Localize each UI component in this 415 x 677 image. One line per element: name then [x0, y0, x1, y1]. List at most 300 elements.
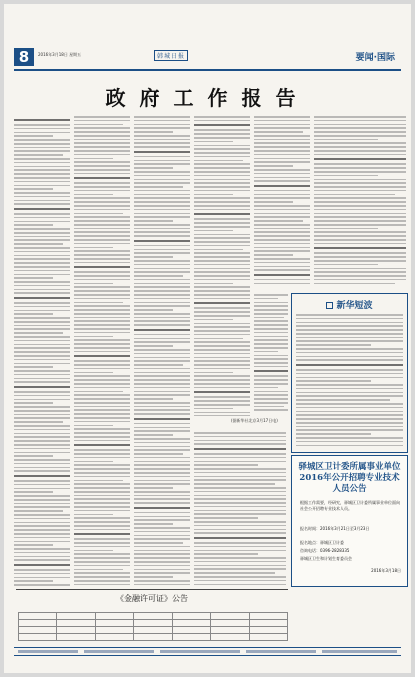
table-row: [19, 620, 288, 627]
text-line: [254, 247, 310, 249]
text-line: [74, 339, 130, 341]
newspaper-page: [4, 4, 411, 673]
text-line: [74, 495, 130, 497]
text-line: [194, 464, 258, 466]
text-line: [194, 375, 250, 377]
text-line: [134, 398, 173, 400]
text-line: [14, 510, 63, 512]
text-line: [314, 220, 406, 222]
text-line: [194, 412, 250, 414]
text-line: [134, 186, 183, 188]
text-line: [74, 247, 113, 249]
text-line: [254, 351, 278, 353]
text-line: [74, 343, 130, 345]
text-line: [74, 553, 130, 555]
text-line: [74, 557, 130, 559]
text-line: [254, 146, 310, 148]
text-column-5: [254, 116, 310, 286]
text-line: [134, 516, 190, 518]
text-line: [134, 260, 190, 262]
article-title: 政府工作报告: [105, 86, 310, 110]
text-line: [74, 364, 130, 366]
text-line: [254, 124, 310, 126]
text-line: [254, 131, 303, 133]
text-line: [74, 116, 130, 118]
text-line: [74, 275, 130, 277]
text-line: [14, 363, 70, 365]
text-line: [74, 161, 130, 163]
text-line: [74, 498, 130, 500]
text-line: [74, 266, 130, 268]
text-line: [14, 470, 70, 472]
text-line: [74, 209, 130, 211]
text-line: [254, 231, 310, 233]
text-line: [14, 529, 70, 531]
text-line: [134, 453, 183, 455]
news-brief-text: [296, 314, 403, 448]
text-line: [74, 302, 123, 304]
text-column-7: [194, 432, 286, 586]
text-line: [14, 467, 70, 469]
text-line: [296, 314, 403, 316]
text-line: [194, 302, 250, 304]
text-line: [194, 400, 250, 402]
text-line: [14, 433, 70, 435]
text-line: [296, 429, 403, 431]
text-line: [134, 290, 190, 292]
text-line: [314, 186, 406, 188]
text-line: [254, 250, 310, 252]
text-line: [14, 243, 63, 245]
text-line: [14, 285, 70, 287]
text-line: [194, 495, 286, 497]
text-line: [14, 154, 63, 156]
text-line: [14, 444, 70, 446]
text-line: [74, 506, 130, 508]
text-line: [254, 116, 310, 118]
text-line: [134, 135, 190, 137]
text-line: [254, 294, 288, 296]
text-line: [254, 201, 293, 203]
text-line: [74, 402, 130, 404]
text-line: [14, 150, 70, 152]
text-line: [194, 457, 286, 459]
text-line: [296, 445, 403, 447]
text-line: [254, 173, 310, 175]
text-line: [134, 209, 190, 211]
text-line: [254, 127, 310, 129]
text-line: [14, 251, 70, 253]
text-line: [74, 464, 130, 466]
text-line: [194, 120, 250, 122]
text-line: [194, 209, 250, 211]
text-line: [254, 305, 288, 307]
table-row: [19, 627, 288, 634]
text-line: [254, 358, 288, 360]
text-line: [194, 167, 250, 169]
text-line: [14, 548, 70, 550]
text-line: [296, 395, 403, 397]
text-line: [254, 262, 310, 264]
text-line: [74, 328, 130, 330]
text-line: [194, 152, 250, 154]
news-brief-title: 新华短波: [292, 298, 407, 311]
text-line: [194, 396, 250, 398]
text-line: [14, 181, 70, 183]
text-line: [296, 414, 403, 416]
text-line: [194, 479, 286, 481]
text-line: [194, 319, 233, 321]
text-line: [254, 375, 288, 377]
text-line: [194, 491, 286, 493]
text-line: [134, 240, 190, 242]
text-line: [296, 329, 403, 331]
text-line: [134, 171, 190, 173]
text-line: [194, 133, 250, 135]
text-line: [194, 163, 250, 165]
text-line: [14, 577, 70, 579]
text-line: [194, 364, 250, 366]
text-line: [134, 235, 190, 237]
text-line: [74, 472, 130, 474]
text-line: [14, 573, 70, 575]
text-line: [194, 241, 250, 243]
text-line: [134, 338, 190, 340]
text-line: [14, 414, 70, 416]
text-line: [296, 403, 403, 405]
text-line: [14, 491, 53, 493]
text-line: [14, 463, 70, 465]
text-line: [134, 542, 183, 544]
text-line: [194, 145, 250, 147]
text-line: [14, 569, 70, 571]
text-line: [74, 158, 113, 160]
announcement-phone: 咨询电话：0396-2828335: [300, 548, 350, 553]
text-line: [14, 395, 70, 397]
text-line: [194, 275, 250, 277]
text-line: [74, 550, 113, 552]
text-line: [194, 440, 286, 442]
text-line: [134, 464, 190, 466]
text-line: [74, 283, 113, 285]
text-line: [296, 325, 403, 327]
text-line: [194, 252, 250, 254]
text-line: [14, 448, 70, 450]
text-line: [134, 224, 190, 226]
text-line: [74, 150, 130, 152]
text-line: [74, 336, 113, 338]
text-line: [194, 461, 286, 463]
article-signature: (据新华社北京3月17日电): [231, 418, 278, 423]
text-line: [74, 368, 130, 370]
text-line: [14, 258, 70, 260]
text-line: [134, 320, 190, 322]
text-line: [194, 502, 286, 504]
header-rule: [14, 69, 401, 71]
text-line: [74, 243, 130, 245]
text-line: [134, 201, 190, 203]
text-line: [134, 519, 190, 521]
text-line: [194, 561, 286, 563]
text-line: [254, 194, 310, 196]
text-line: [194, 171, 250, 173]
text-line: [74, 476, 130, 478]
text-line: [134, 569, 190, 571]
text-line: [314, 158, 406, 160]
text-line: [74, 483, 130, 485]
text-line: [314, 275, 406, 277]
text-line: [134, 283, 190, 285]
text-line: [74, 351, 130, 353]
text-line: [134, 538, 190, 540]
text-line: [254, 120, 310, 122]
text-line: [74, 360, 130, 362]
text-line: [74, 216, 130, 218]
text-line: [134, 271, 190, 273]
text-line: [74, 533, 130, 535]
text-line: [74, 320, 130, 322]
text-line: [194, 141, 233, 143]
text-line: [134, 298, 190, 300]
text-line: [134, 264, 190, 266]
text-line: [194, 245, 250, 247]
text-line: [254, 224, 310, 226]
text-line: [74, 324, 130, 326]
text-line: [194, 537, 286, 539]
text-line: [14, 228, 70, 230]
text-line: [14, 381, 70, 383]
text-line: [194, 201, 250, 203]
text-line: [14, 185, 70, 187]
text-line: [296, 352, 403, 354]
table-row: [19, 634, 288, 641]
text-line: [314, 150, 406, 152]
text-line: [314, 235, 406, 237]
text-line: [314, 264, 378, 266]
text-line: [194, 129, 250, 131]
text-line: [134, 245, 190, 247]
text-line: [194, 472, 286, 474]
text-line: [194, 234, 250, 236]
text-line: [74, 220, 130, 222]
text-line: [314, 271, 406, 273]
text-line: [254, 409, 288, 411]
text-line: [194, 546, 286, 548]
text-line: [296, 388, 403, 390]
text-line: [14, 255, 70, 257]
text-line: [134, 120, 190, 122]
text-line: [254, 339, 288, 341]
text-line: [74, 169, 130, 171]
text-line: [14, 325, 70, 327]
text-line: [74, 142, 130, 144]
text-line: [14, 213, 70, 215]
text-line: [254, 279, 310, 281]
text-line: [74, 546, 130, 548]
text-line: [134, 256, 173, 258]
text-line: [296, 411, 403, 413]
text-line: [14, 514, 70, 516]
text-line: [254, 362, 288, 364]
text-line: [134, 387, 190, 389]
text-line: [194, 529, 286, 531]
text-line: [194, 137, 250, 139]
text-line: [314, 194, 395, 196]
text-line: [254, 228, 310, 230]
text-line: [314, 131, 406, 133]
text-line: [134, 402, 190, 404]
text-line: [134, 461, 190, 463]
text-line: [254, 135, 310, 137]
text-line: [296, 426, 403, 428]
text-line: [74, 569, 123, 571]
text-line: [314, 190, 406, 192]
text-line: [14, 196, 70, 198]
text-line: [14, 506, 70, 508]
text-line: [14, 203, 70, 205]
text-line: [296, 340, 403, 342]
text-line: [14, 399, 70, 401]
text-line: [14, 336, 70, 338]
text-line: [254, 209, 310, 211]
section-title: 要闻·国际: [355, 53, 395, 63]
text-line: [134, 446, 190, 448]
text-line: [74, 461, 113, 463]
announcement-registration: 报名时间：2016年3月21日至3月23日: [300, 526, 370, 531]
text-line: [14, 402, 53, 404]
text-line: [14, 475, 70, 477]
text-line: [74, 305, 130, 307]
text-line: [254, 235, 310, 237]
text-line: [314, 163, 406, 165]
text-line: [296, 407, 403, 409]
text-line: [134, 179, 190, 181]
text-line: [74, 228, 130, 230]
text-line: [134, 434, 173, 436]
text-line: [14, 584, 70, 586]
text-line: [14, 328, 70, 330]
text-line: [14, 173, 70, 175]
text-line: [134, 205, 190, 207]
text-line: [14, 239, 70, 241]
text-line: [254, 391, 288, 393]
text-line: [74, 440, 130, 442]
text-line: [134, 580, 190, 582]
text-line: [134, 394, 190, 396]
text-line: [14, 158, 70, 160]
text-line: [14, 544, 53, 546]
text-line: [194, 222, 250, 224]
text-line: [134, 375, 190, 377]
text-line: [14, 374, 70, 376]
announcement-box: [291, 455, 408, 587]
text-line: [134, 438, 190, 440]
text-line: [14, 317, 70, 319]
text-line: [194, 565, 286, 567]
square-icon: [326, 302, 333, 309]
text-line: [74, 262, 130, 264]
text-line: [134, 190, 190, 192]
text-line: [254, 142, 310, 144]
text-line: [74, 413, 130, 415]
text-line: [74, 239, 130, 241]
text-line: [134, 182, 190, 184]
text-line: [314, 260, 406, 262]
text-line: [74, 514, 113, 516]
text-line: [194, 383, 250, 385]
text-line: [134, 507, 190, 509]
text-line: [194, 379, 250, 381]
text-line: [74, 425, 113, 427]
text-line: [194, 436, 286, 438]
text-line: [74, 580, 130, 582]
text-line: [194, 249, 243, 251]
text-line: [254, 154, 310, 156]
text-line: [74, 529, 130, 531]
text-line: [14, 247, 70, 249]
text-line: [74, 250, 130, 252]
text-column-8: [254, 294, 288, 414]
text-column-1: [14, 116, 70, 586]
text-line: [74, 372, 113, 374]
text-line: [254, 317, 284, 319]
text-line: [74, 131, 130, 133]
text-line: [194, 286, 250, 288]
text-line: [134, 116, 190, 118]
text-line: [314, 243, 406, 245]
text-line: [194, 290, 250, 292]
text-line: [74, 379, 130, 381]
text-line: [194, 156, 250, 158]
text-line: [194, 179, 250, 181]
text-line: [14, 351, 70, 353]
text-line: [134, 468, 190, 470]
text-line: [194, 345, 250, 347]
text-line: [14, 391, 70, 393]
text-line: [194, 307, 250, 309]
text-line: [74, 182, 130, 184]
text-line: [194, 368, 250, 370]
text-line: [14, 344, 70, 346]
text-line: [14, 455, 53, 457]
masthead: 韩城日报: [154, 50, 188, 61]
text-line: [14, 559, 70, 561]
text-line: [194, 532, 286, 534]
text-column-4: [194, 116, 250, 416]
text-line: [14, 143, 70, 145]
text-line: [194, 506, 286, 508]
text-line: [314, 197, 406, 199]
text-line: [194, 372, 233, 374]
text-line: [194, 334, 250, 336]
text-line: [254, 205, 310, 207]
text-line: [296, 344, 371, 346]
text-line: [194, 213, 250, 215]
text-line: [134, 275, 183, 277]
text-line: [314, 135, 406, 137]
text-line: [74, 383, 130, 385]
text-line: [194, 553, 258, 555]
text-line: [194, 182, 250, 184]
text-line: [314, 224, 406, 226]
text-line: [134, 213, 190, 215]
text-line: [14, 537, 70, 539]
text-line: [134, 139, 190, 141]
text-line: [254, 347, 288, 349]
text-line: [254, 313, 288, 315]
text-line: [74, 127, 130, 129]
text-line: [74, 584, 130, 586]
